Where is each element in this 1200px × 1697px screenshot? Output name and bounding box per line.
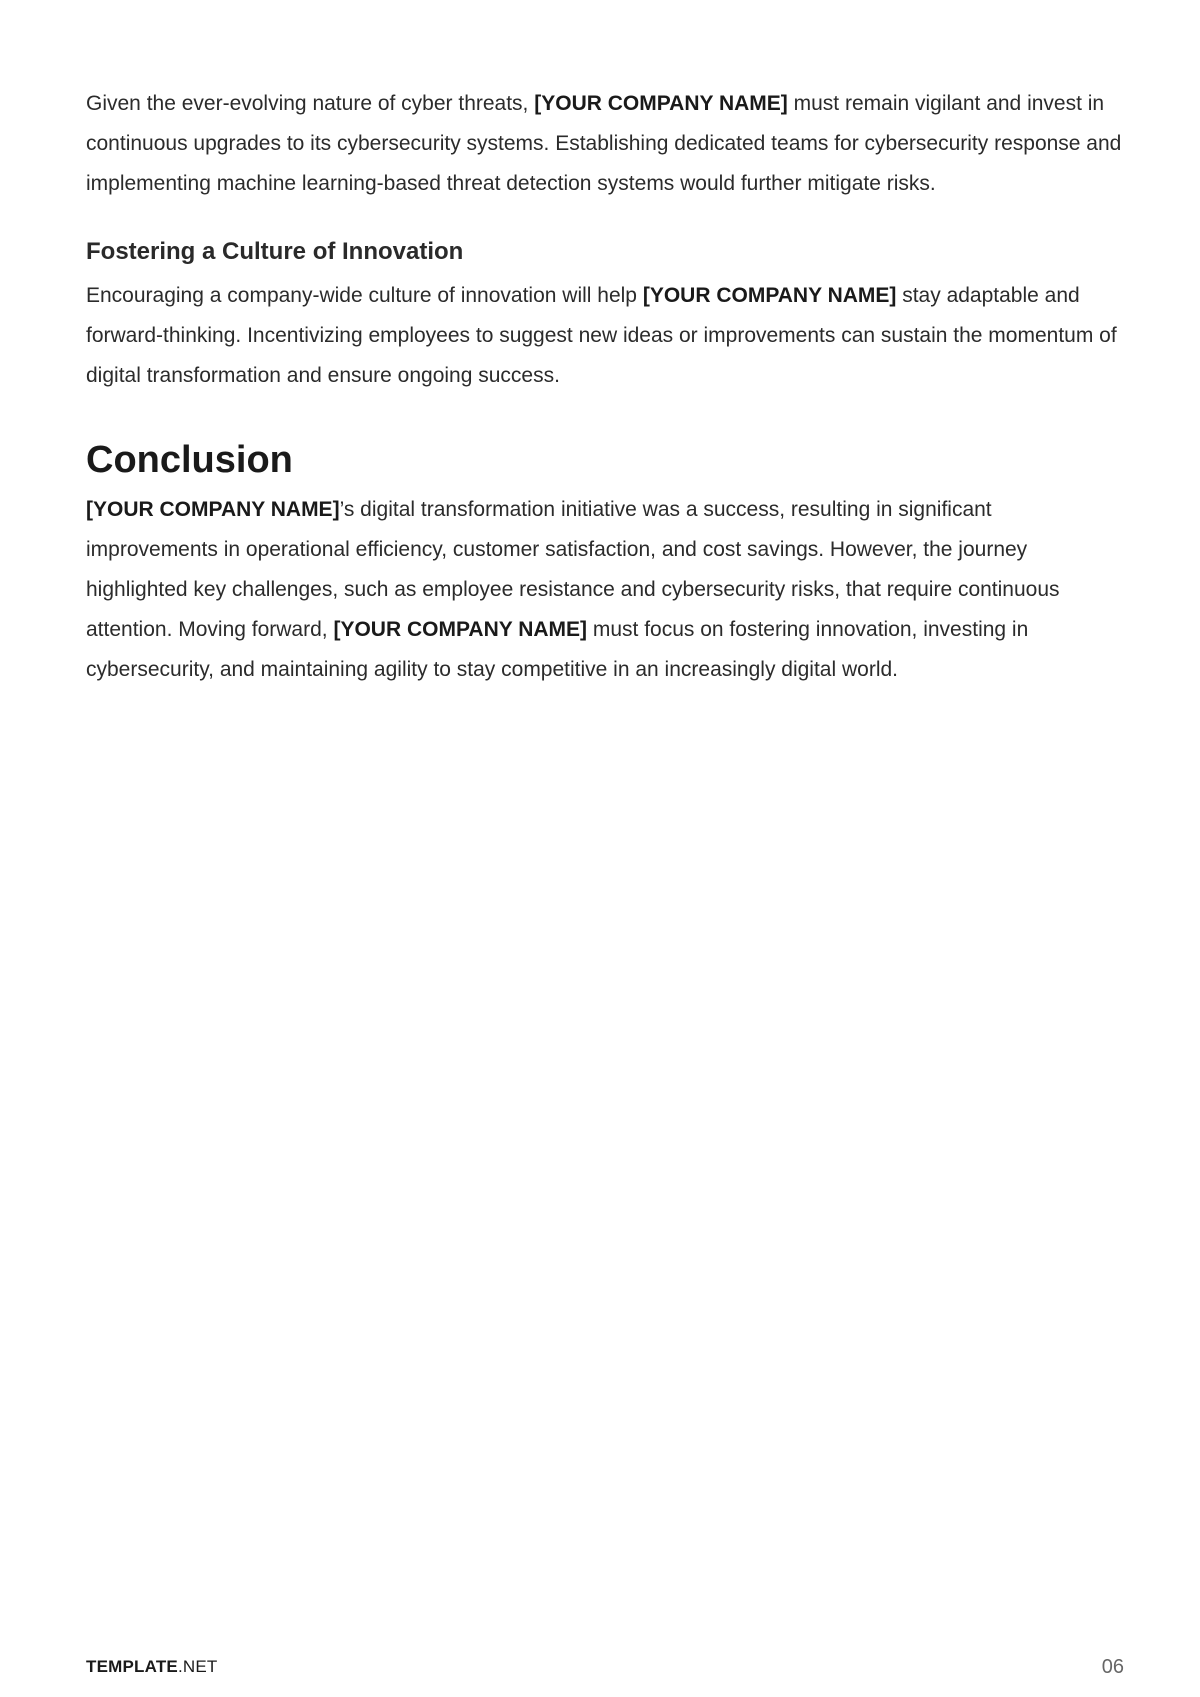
brand-name: TEMPLATE (86, 1657, 178, 1676)
conclusion-paragraph (86, 490, 1126, 690)
section-heading-innovation: Fostering a Culture of Innovation (86, 238, 464, 265)
text-segment: must remain vigilant and invest in continuous upgrades to its cybersecurity systems. Establishing dedicated teams for cybersecurity response and implementing machine learning-based threat detection systems would further mitigate risks. (86, 92, 1122, 195)
cybersecurity-paragraph (86, 84, 1126, 204)
company-name-placeholder: [YOUR COMPANY NAME] (642, 284, 897, 307)
section-heading-conclusion: Conclusion (86, 439, 293, 481)
brand-logo (86, 1657, 217, 1677)
page-content (86, 84, 1126, 690)
innovation-paragraph (86, 276, 1126, 396)
company-name-placeholder: [YOUR COMPANY NAME] (333, 618, 588, 641)
page-footer (86, 1652, 1124, 1682)
text-segment: ’s digital transformation initiative was a success, resulting in significant improvements in operational efficiency, customer satisfaction, and cost savings. However, the journey highlighted key challenges, such as employee resistance and cybersecurity risks, that require continuous attention. Moving forward, (86, 498, 1060, 641)
text-segment: stay adaptable and forward-thinking. Incentivizing employees to suggest new ideas or improvements can sustain the momentum of digital transformation and ensure ongoing success. (86, 284, 1117, 387)
company-name-placeholder: [YOUR COMPANY NAME] (86, 498, 340, 521)
text-segment: must focus on fostering innovation, investing in cybersecurity, and maintaining agility to stay competitive in an increasingly digital world. (86, 618, 1029, 681)
company-name-placeholder: [YOUR COMPANY NAME] (534, 92, 788, 115)
page-number: 06 (1101, 1655, 1124, 1678)
brand-suffix: .NET (177, 1657, 218, 1676)
text-segment: Encouraging a company-wide culture of innovation will help (86, 284, 643, 307)
text-segment: Given the ever-evolving nature of cyber threats, (86, 92, 535, 115)
